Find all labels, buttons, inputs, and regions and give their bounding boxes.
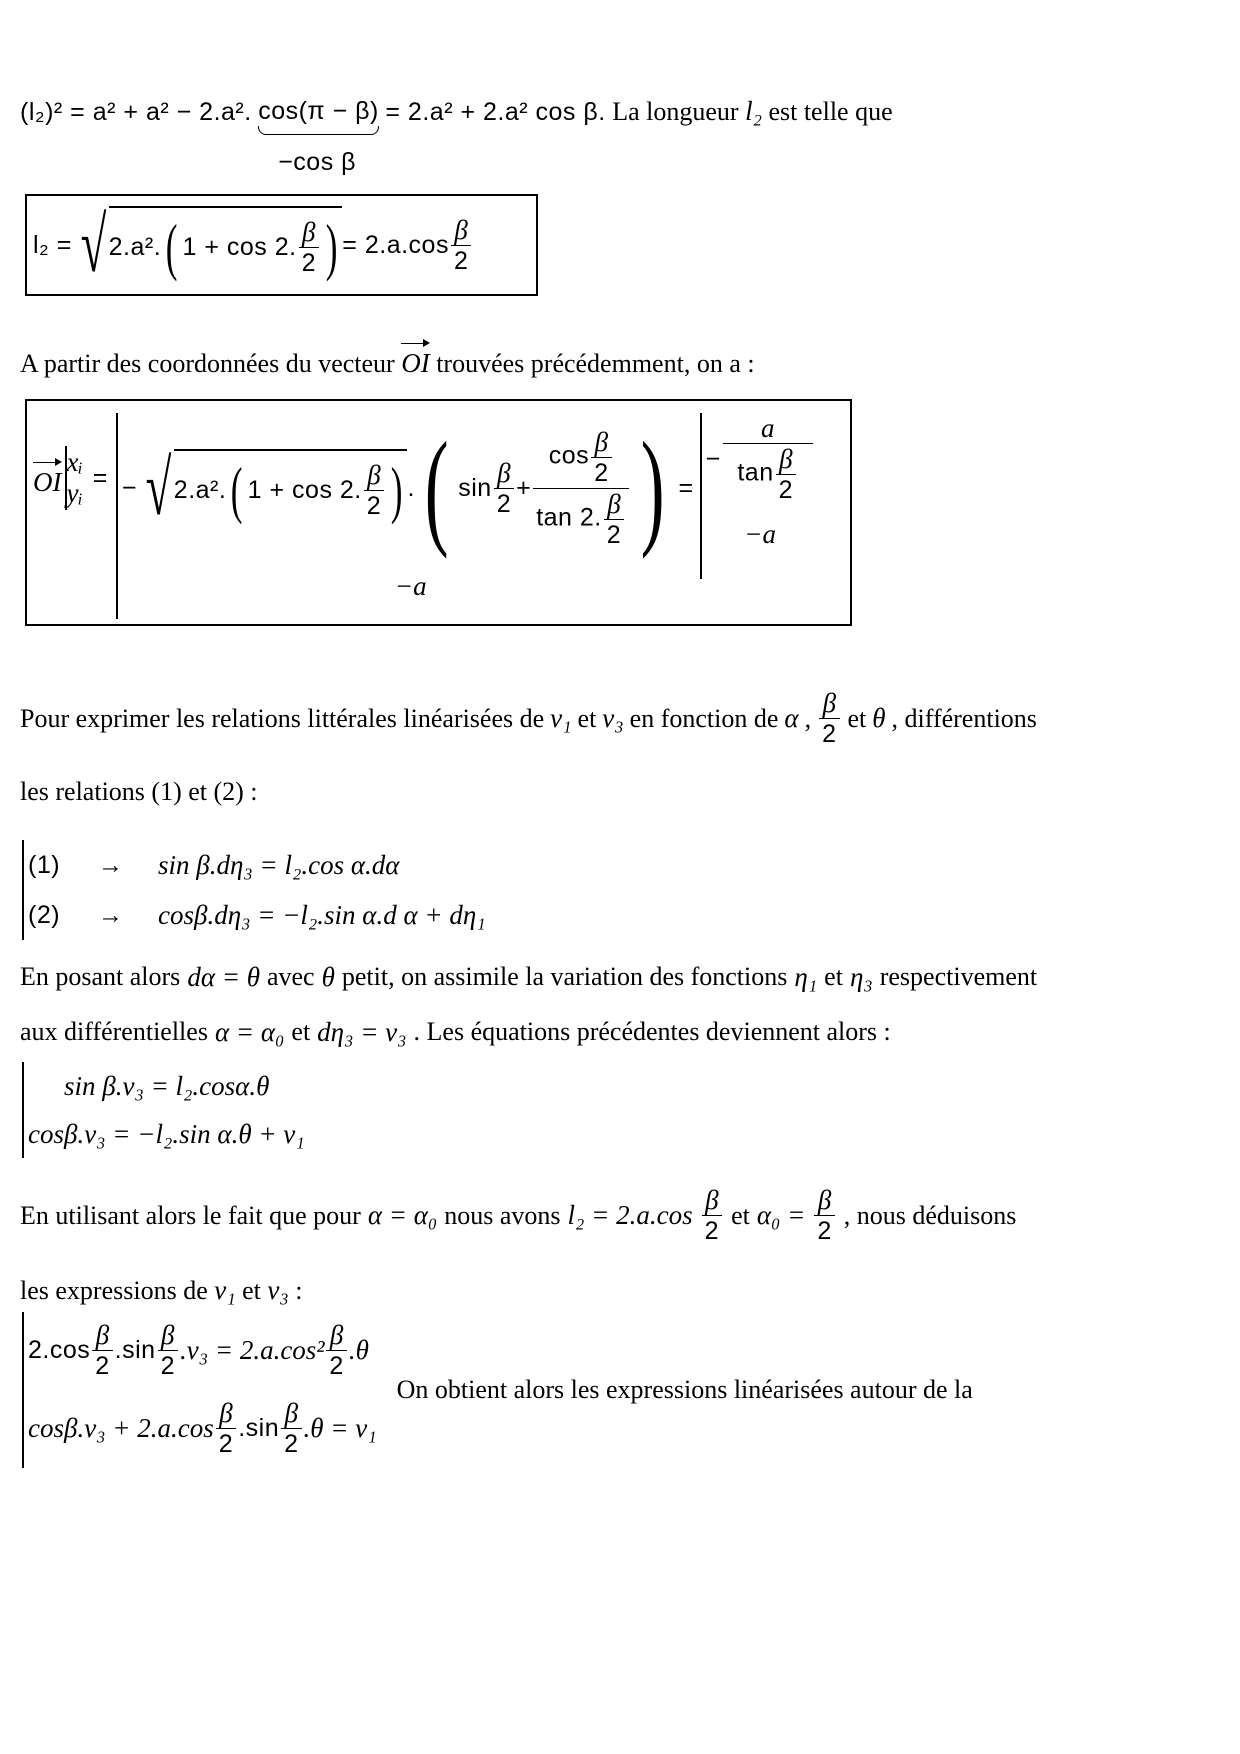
math-term: 2 <box>817 1217 832 1245</box>
arrow-icon: → <box>98 850 124 879</box>
math-term: 2 <box>496 489 512 518</box>
text: et <box>847 703 867 733</box>
box1-rhs: = 2.a.cos <box>342 230 449 259</box>
oi-result-column <box>706 413 815 620</box>
sin: sin <box>458 473 492 502</box>
text: , nous déduisons <box>843 1200 1017 1230</box>
text: avec <box>266 962 315 991</box>
math-term: .sin <box>114 1335 156 1364</box>
math: v₁ <box>214 1275 236 1305</box>
text: , <box>804 703 812 733</box>
math-term: 2 <box>329 1351 344 1380</box>
equation: sin β.v₃ = l₂.cosα.θ <box>64 1070 270 1101</box>
math-term: β <box>364 460 384 491</box>
math: θ <box>321 962 335 992</box>
math-term: β <box>814 1185 834 1216</box>
minus: − <box>705 444 721 473</box>
v1: v₁ <box>550 703 572 733</box>
math-term: a <box>723 413 813 444</box>
arrow-icon: → <box>98 900 124 929</box>
text: et <box>291 1017 311 1046</box>
math-term: 2 <box>606 520 622 549</box>
math-term: 2 <box>594 458 609 487</box>
equation: sin β.dη₃ = l₂.cos α.dα <box>158 849 400 880</box>
oi-lhs <box>33 413 116 543</box>
oi-middle-column: − √ 2.a². ( 1 + cos 2. $\frac{\beta}{2}$ ) . ( sin $\frac{\beta}{2}$ + cos $\frac{\beta}{2}$ tan 2. $\frac{\beta}{2}$ ) = −a <box>121 416 694 601</box>
paragraph-conclusion: On obtient alors les expressions linéarisées autour de la <box>396 1375 973 1404</box>
text: Pour exprimer les relations littérales linéarisées de <box>20 703 545 733</box>
yi: yᵢ <box>66 478 83 508</box>
fraction-beta-2 <box>364 460 384 521</box>
boxed-result-l2 <box>25 194 538 296</box>
rad-b: 1 + cos 2. <box>247 475 362 504</box>
math-term: 2 <box>218 1429 234 1458</box>
system-final <box>22 1312 377 1468</box>
text: nous avons <box>444 1200 561 1230</box>
text: et <box>242 1276 261 1305</box>
math-term: .θ = v₁ <box>303 1412 377 1443</box>
math-term: .sin <box>238 1413 280 1442</box>
text: La longueur <box>612 97 739 126</box>
math-term: cosβ.v₃ + 2.a.cos <box>28 1412 214 1443</box>
math: η₁ <box>794 962 818 992</box>
fraction-beta-2 <box>814 1185 834 1246</box>
equation: cosβ.v₃ = −l₂.sin α.θ + v₁ <box>28 1118 305 1149</box>
alpha: α <box>784 703 799 733</box>
equals: = <box>92 463 108 492</box>
label: (1) <box>28 850 61 879</box>
math-term: cos <box>548 440 590 469</box>
eq1-rhs: = 2.a² + 2.a² cos β. <box>385 98 606 126</box>
math-term: β <box>326 1320 346 1351</box>
math-term: tan 2. <box>536 502 602 531</box>
text: En utilisant alors le fait que pour <box>20 1200 361 1230</box>
text: A partir des coordonnées du vecteur <box>20 349 395 378</box>
paragraph-utilisant <box>20 1185 1016 1246</box>
text: et <box>577 703 597 733</box>
text: les relations (1) et (2) : <box>20 777 258 806</box>
math: v₃ <box>267 1275 289 1305</box>
paragraph-posant <box>20 962 1037 993</box>
system-1-2 <box>22 840 486 940</box>
math: η₃ <box>849 962 873 992</box>
equals: = <box>678 473 694 502</box>
fraction-beta-2 <box>494 458 514 519</box>
math-term: β <box>591 427 611 458</box>
math-term: 2 <box>95 1351 110 1380</box>
v3: v₃ <box>602 703 624 733</box>
paragraph-vector-oi <box>20 340 755 379</box>
rad-a: 2.a². <box>173 475 227 504</box>
fraction-beta-2 <box>702 1185 722 1246</box>
text: En posant alors <box>20 962 181 991</box>
math: α = α₀ <box>214 1017 285 1047</box>
math-term: β <box>216 1398 236 1429</box>
eq1-lhs: (l₂)² = a² + a² − 2.a². <box>20 98 252 126</box>
plus: + <box>516 473 532 502</box>
math-term: 2 <box>778 476 794 504</box>
math-term: β <box>604 489 624 520</box>
fraction-beta-2 <box>451 215 471 276</box>
text: : <box>288 1276 303 1305</box>
math-term: 2 <box>704 1217 720 1245</box>
label: (2) <box>28 900 61 929</box>
text: trouvées précédemment, on a : <box>436 349 755 378</box>
fraction-beta-2 <box>819 688 839 749</box>
underbrace <box>258 126 379 135</box>
math-term: β <box>92 1320 112 1351</box>
text: et <box>824 962 843 991</box>
math-term: β <box>299 217 319 248</box>
divider <box>116 413 118 619</box>
math-term: tan <box>737 458 774 487</box>
text: . Les équations précédentes deviennent alors : <box>413 1017 891 1046</box>
equation: cosβ.dη₃ = −l₂.sin α.d α + dη₁ <box>158 899 486 930</box>
text: les expressions de <box>20 1276 208 1305</box>
xi: xᵢ <box>66 447 83 477</box>
math-term: .v₃ = 2.a.cos² <box>179 1334 325 1365</box>
math-term: β <box>819 688 839 719</box>
math-term: 2.cos <box>28 1335 91 1364</box>
math-term: 2 <box>284 1429 299 1458</box>
text: et <box>731 1200 750 1230</box>
y-component-result: −a <box>744 519 776 549</box>
vector-oi: OI <box>401 340 430 379</box>
square-root: √ 2.a². ( 1 + cos 2. $\frac{\beta}{2}$ ) <box>137 449 407 527</box>
math-term: β <box>451 215 471 246</box>
paragraph-expressions <box>20 1275 303 1306</box>
text: respectivement <box>879 962 1038 991</box>
math: dη₃ = v₃ <box>317 1017 407 1047</box>
minus: − <box>121 473 137 502</box>
text: , différentions <box>891 703 1037 733</box>
text: petit, on assimile la variation des fonctions <box>341 962 788 991</box>
paragraph-linearisation <box>20 688 1037 749</box>
boxed-vector-oi <box>25 399 852 626</box>
math: α₀ = <box>756 1200 806 1230</box>
math-term: β <box>776 444 796 475</box>
system-linearised <box>22 1062 305 1158</box>
fraction-cos-over-tan <box>533 427 629 550</box>
paragraph-differentielles <box>20 1017 891 1048</box>
divider <box>700 413 702 579</box>
math: α = α₀ <box>367 1200 438 1230</box>
final-system-row <box>22 1312 973 1468</box>
math-term: 2 <box>366 491 382 520</box>
underbrace-group <box>258 96 379 176</box>
vector-oi: OI <box>33 459 62 498</box>
eq1-brace-bottom: −cos β <box>278 148 357 176</box>
fraction-a-over-tan <box>723 413 813 505</box>
text: en fonction de <box>629 703 779 733</box>
l2-symbol: l₂ <box>745 96 762 126</box>
eq1-brace-top: cos(π − β) <box>258 97 379 125</box>
square-root: √ 2.a². ( 1 + cos 2. $\frac{\beta}{2}$ ) <box>72 206 342 284</box>
math: dα = θ <box>187 962 260 992</box>
math-term: β <box>158 1320 178 1351</box>
theta: θ <box>872 703 886 733</box>
text: est telle que <box>768 97 893 126</box>
fraction-beta-2 <box>299 217 319 278</box>
math: l₂ = 2.a.cos <box>567 1200 693 1230</box>
math-term: 2 <box>301 248 316 277</box>
math-term: 2 <box>453 246 469 275</box>
math-term: β <box>281 1398 301 1429</box>
rad-b: 1 + cos 2. <box>182 232 297 261</box>
rad-a: 2.a². <box>108 232 162 261</box>
math-term: β <box>494 458 514 489</box>
math-term: .θ <box>348 1334 369 1365</box>
math-term: 2 <box>160 1351 175 1380</box>
text: aux différentielles <box>20 1017 208 1046</box>
math-term: β <box>702 1185 722 1216</box>
box1-lhs: l₂ = <box>33 230 72 259</box>
equation-l2-squared <box>20 96 893 176</box>
y-component: −a <box>394 571 427 601</box>
math-term: 2 <box>822 720 837 748</box>
